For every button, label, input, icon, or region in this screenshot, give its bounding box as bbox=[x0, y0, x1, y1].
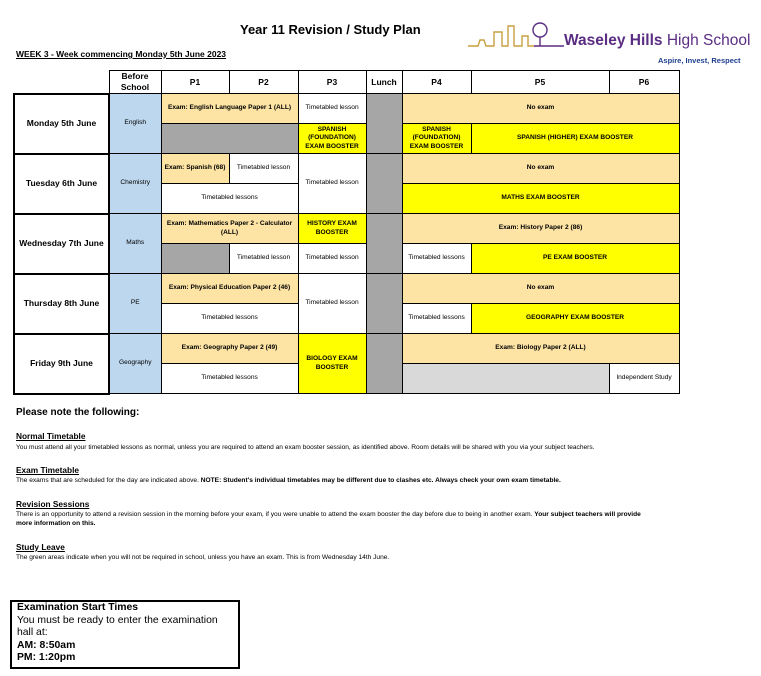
col-lunch: Lunch bbox=[366, 71, 402, 94]
exam-cell: Exam: Mathematics Paper 2 - Calculator (ALL) bbox=[161, 214, 298, 244]
booster-cell: BIOLOGY EXAM BOOSTER bbox=[298, 334, 366, 394]
col-p6: P6 bbox=[609, 71, 679, 94]
no-exam-cell: No exam bbox=[402, 154, 679, 184]
header-row bbox=[14, 71, 679, 94]
booster-cell: SPANISH (FOUNDATION) EXAM BOOSTER bbox=[402, 124, 471, 154]
booster-cell: HISTORY EXAM BOOSTER bbox=[298, 214, 366, 244]
lesson-cell: Timetabled lessons bbox=[402, 244, 471, 274]
grey-cell bbox=[161, 124, 298, 154]
exam-cell: Exam: English Language Paper 1 (ALL) bbox=[161, 94, 298, 124]
tuesday-row-top bbox=[14, 154, 679, 184]
lesson-cell: Timetabled lesson bbox=[298, 94, 366, 124]
booster-cell: PE EXAM BOOSTER bbox=[471, 244, 679, 274]
no-exam-cell: No exam bbox=[402, 94, 679, 124]
school-logo bbox=[468, 18, 758, 68]
lunch-cell bbox=[366, 214, 402, 274]
col-p3: P3 bbox=[298, 71, 366, 94]
page-title: Year 11 Revision / Study Plan bbox=[240, 22, 421, 37]
col-p1: P1 bbox=[161, 71, 229, 94]
revision-sessions-text: There is an opportunity to attend a revision session in the morning before your exam, if you were unable to attend the exam booster the day before due to being in another exam. Your subject teachers will provide more information on this. bbox=[16, 511, 641, 528]
lesson-cell: Timetabled lessons bbox=[161, 184, 298, 214]
exam-cell: Exam: History Paper 2 (86) bbox=[402, 214, 679, 244]
exam-time-am: AM: 8:50am bbox=[17, 639, 76, 651]
normal-timetable-text: You must attend all your timetabled lessons as normal, unless you are required to attend an exam booster session, as identified above. Room details will be shared with you via your subject teachers. bbox=[16, 443, 595, 451]
before-school-cell: Chemistry bbox=[109, 154, 161, 214]
lesson-cell: Timetabled lesson bbox=[298, 244, 366, 274]
no-exam-cell: No exam bbox=[402, 274, 679, 304]
day-label: Friday 9th June bbox=[14, 334, 109, 394]
lesson-cell: Timetabled lessons bbox=[402, 304, 471, 334]
skyline-icon bbox=[468, 18, 568, 58]
lunch-cell bbox=[366, 334, 402, 394]
wednesday-row-top bbox=[14, 214, 679, 244]
lesson-cell: Timetabled lesson bbox=[229, 244, 298, 274]
revision-sessions-title: Revision Sessions bbox=[16, 498, 90, 509]
school-name: Waseley Hills High School bbox=[564, 32, 751, 49]
col-p2: P2 bbox=[229, 71, 298, 94]
exam-timetable-title: Exam Timetable bbox=[16, 464, 80, 475]
before-school-cell: PE bbox=[109, 274, 161, 334]
lesson-cell: Timetabled lesson bbox=[298, 154, 366, 214]
booster-cell: SPANISH (HIGHER) EXAM BOOSTER bbox=[471, 124, 679, 154]
lesson-cell: Timetabled lessons bbox=[161, 364, 298, 394]
before-school-cell: Geography bbox=[109, 334, 161, 394]
before-school-cell: Maths bbox=[109, 214, 161, 274]
day-label: Monday 5th June bbox=[14, 94, 109, 154]
exam-times-instruction: You must be ready to enter the examination hall at: bbox=[17, 614, 218, 638]
corner-cell bbox=[14, 71, 109, 94]
exam-timetable-text: The exams that are scheduled for the day are indicated above. NOTE: Student's individual timetables may be different due to clashes etc. Always check your own exam timetable. bbox=[16, 477, 561, 485]
lesson-cell: Timetabled lesson bbox=[298, 274, 366, 334]
booster-cell: MATHS EXAM BOOSTER bbox=[402, 184, 679, 214]
study-leave-text: The green areas indicate when you will not be required in school, unless you have an exam. This is from Wednesday 14th June. bbox=[16, 554, 390, 562]
exam-cell: Exam: Spanish (68) bbox=[161, 154, 229, 184]
lunch-cell bbox=[366, 274, 402, 334]
before-school-cell: English bbox=[109, 94, 161, 154]
col-before-school: Before School bbox=[109, 71, 161, 94]
grey-cell bbox=[161, 244, 229, 274]
notes-heading: Please note the following: bbox=[16, 407, 140, 418]
booster-cell: GEOGRAPHY EXAM BOOSTER bbox=[471, 304, 679, 334]
friday-row-top bbox=[14, 334, 679, 364]
school-tagline: Aspire, Invest, Respect bbox=[658, 56, 741, 65]
booster-cell: SPANISH (FOUNDATION) EXAM BOOSTER bbox=[298, 124, 366, 154]
monday-row-top bbox=[14, 94, 679, 124]
study-plan-table bbox=[13, 70, 680, 395]
day-label: Tuesday 6th June bbox=[14, 154, 109, 214]
col-p5: P5 bbox=[471, 71, 609, 94]
exam-time-pm: PM: 1:20pm bbox=[17, 652, 76, 663]
independent-study-cell: Independent Study bbox=[609, 364, 679, 394]
not-required-cell bbox=[402, 364, 609, 394]
notes-section bbox=[16, 406, 641, 576]
exam-cell: Exam: Geography Paper 2 (49) bbox=[161, 334, 298, 364]
exam-cell: Exam: Biology Paper 2 (ALL) bbox=[402, 334, 679, 364]
lesson-cell: Timetabled lesson bbox=[229, 154, 298, 184]
week-heading: WEEK 3 - Week commencing Monday 5th June 2023 bbox=[16, 49, 227, 59]
exam-cell: Exam: Physical Education Paper 2 (46) bbox=[161, 274, 298, 304]
normal-timetable-title: Normal Timetable bbox=[16, 431, 86, 441]
thursday-row-top bbox=[14, 274, 679, 304]
lunch-cell bbox=[366, 94, 402, 154]
exam-times-heading: Examination Start Times bbox=[17, 602, 139, 613]
exam-start-times-box bbox=[10, 600, 240, 669]
lesson-cell: Timetabled lessons bbox=[161, 304, 298, 334]
day-label: Thursday 8th June bbox=[14, 274, 109, 334]
lunch-cell bbox=[366, 154, 402, 214]
col-p4: P4 bbox=[402, 71, 471, 94]
day-label: Wednesday 7th June bbox=[14, 214, 109, 274]
study-leave-title: Study Leave bbox=[16, 541, 65, 552]
